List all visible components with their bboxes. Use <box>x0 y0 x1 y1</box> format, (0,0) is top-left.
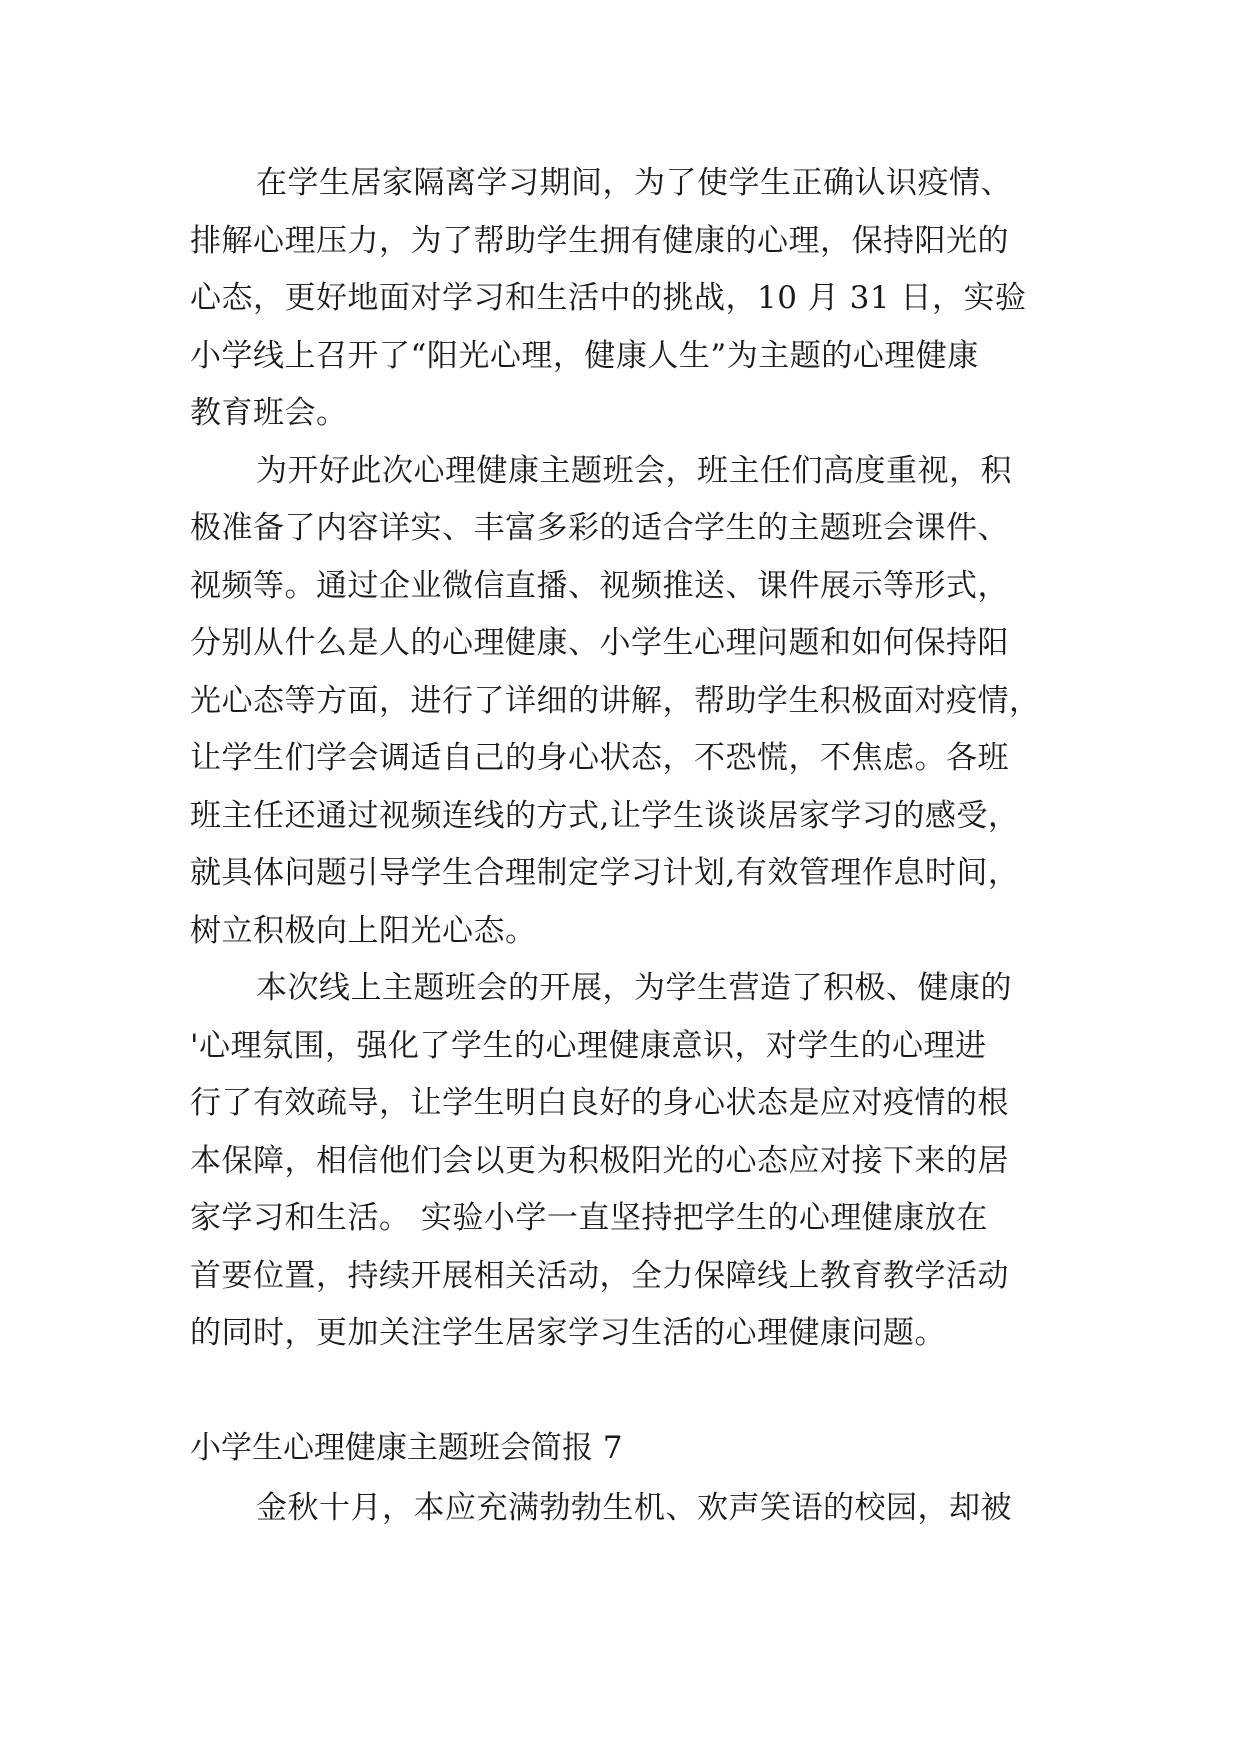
text-line: 极准备了内容详实、丰富多彩的适合学生的主题班会课件、 <box>190 510 1009 546</box>
text-line: 班主任还通过视频连线的方式,让学生谈谈居家学习的感受， <box>190 797 1020 834</box>
text-line: '心理氛围，强化了学生的心理健康意识，对学生的心理进 <box>190 1027 987 1064</box>
text-line: 排解心理压力，为了帮助学生拥有健康的心理，保持阳光的 <box>190 222 1009 259</box>
paragraph-3 <box>190 960 1050 1363</box>
text-line: 心态，更好地面对学习和生活中的挑战，10 月 31 日，实验 <box>190 280 1027 316</box>
text-line: 家学习和生活。 实验小学一直坚持把学生的心理健康放在 <box>190 1200 988 1236</box>
text-line: 小学线上召开了“阳光心理，健康人生”为主题的心理健康 <box>190 337 979 374</box>
document-body <box>190 155 1050 1526</box>
text-line: 光心态等方面，进行了详细的讲解，帮助学生积极面对疫情， <box>190 682 1041 719</box>
paragraph-1 <box>190 155 1050 443</box>
text-line: 在学生居家隔离学习期间，为了使学生正确认识疫情、 <box>256 165 1012 201</box>
paragraph-4 <box>190 1480 1012 1538</box>
text-line: 行了有效疏导，让学生明白良好的身心状态是应对疫情的根 <box>190 1085 1009 1121</box>
text-line: 分别从什么是人的心理健康、小学生心理问题和如何保持阳 <box>190 625 1009 661</box>
text-line: 树立积极向上阳光心态。 <box>190 912 537 949</box>
text-line: 金秋十月，本应充满勃勃生机、欢声笑语的校园，却被 <box>256 1490 1012 1526</box>
text-line: 就具体问题引导学生合理制定学习计划,有效管理作息时间， <box>190 855 1020 891</box>
text-line: 本保障，相信他们会以更为积极阳光的心态应对接下来的居 <box>190 1142 1009 1179</box>
text-line: 视频等。通过企业微信直播、视频推送、课件展示等形式， <box>190 567 1009 604</box>
text-line: 本次线上主题班会的开展，为学生营造了积极、健康的 <box>256 970 1012 1006</box>
text-line: 首要位置，持续开展相关活动，全力保障线上教育教学活动 <box>190 1257 1009 1294</box>
text-line: 教育班会。 <box>190 395 348 431</box>
section-title: 小学生心理健康主题班会简报 7 <box>190 1430 623 1466</box>
text-line: 让学生们学会调适自己的身心状态，不恐慌，不焦虑。各班 <box>190 740 1009 776</box>
text-line: 的同时，更加关注学生居家学习生活的心理健康问题。 <box>190 1315 946 1351</box>
text-line: 为开好此次心理健康主题班会，班主任们高度重视，积 <box>256 452 1012 489</box>
paragraph-2 <box>190 443 1050 961</box>
